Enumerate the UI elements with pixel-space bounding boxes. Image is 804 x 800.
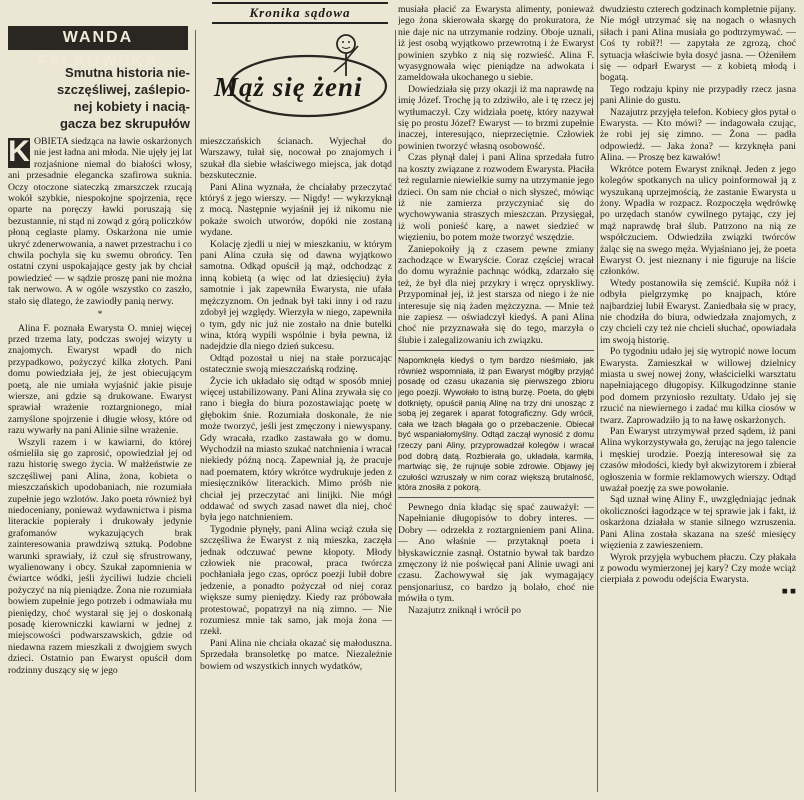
subtitle-line: Smutna historia nie- — [65, 65, 190, 80]
column-2-body — [200, 136, 392, 672]
boxed-note: Napomknęła kiedyś o tym bardzo nieśmiało, jak również wspomniała, iż pan Ewaryst mógłby przyjąć posadę od czasu ukazania się pierwszego zbioru jego poezji. Wywołało to istną burzę. Poeta, do głębi dotknięty, opuścił panią Alinę na trzy dni unosząc z sobą jej zegarek i aparat fotograficzny. Gdy wrócił, cała we łzach błagała go o przebaczenie. Obiecał być wspaniałomyślny. Odtąd zaczął wynosić z domu rzeczy pani Aliny, przyprowadzał kolegów i wracał pod dobrą datą. Rozbierała go, układała, karmiła, martwiąc się, że rujnuje sobie zdrowie. Objawy jej czułości wzruszały w nim coraz większą brutalność, która znosiła z pokorą. — [398, 350, 594, 498]
paragraph: Wszyli razem i w kawiarni, do której ośmieliła się go zaprosić, opowiedział jej od razu historię swego życia. W małżeństwie ze szczęśliwej pani Alina, żona, kobieta o mieszczańskich upodobaniach, nie rozumiała zupełnie jego wzlotów. Jako poeta również był niedoceniany, ponieważ wydawnictwa i pisma literackie popierały i drukowały jedynie grafomanów wykazujących brak zainteresowania prawdziwą sztuką. Podobne warunki sprawiały, iż czuł się sfrustrowany, wyalienowany i obcy. Szukał zapomnienia w ćwiartce wódki, jeśli życiliwi ludzie chcieli pożyczyć na nią pieniądze. Żona nie rozumiała bowiem zupełnie jego potrzeb i odmawiała mu pieniędzy, choć wystarał się jej o doskonałą posadę kierowniczki kawiarni w jednej z miejscowości podwarszawskich, gdzie od niedawna razem mieszkali z dwojgiem swych dzieci. Ostatnio pan Ewaryst opuścił dom rodzinny duszący się w jego — [8, 436, 192, 676]
column-rule — [195, 30, 196, 792]
subtitle-line: gacza bez skrupułów — [59, 116, 190, 131]
paragraph: Sąd uznał winę Aliny F., uwzględniając jednak okoliczności łagodzące w tej sprawie jak i fakt, iż oskarżona działała w stanie silnego wzruszenia. Pani Alina została skazana na sześć miesięcy więzienia z zawieszeniem. — [600, 494, 796, 552]
paragraph: Nazajutrz przyjęła telefon. Kobiecy głos pytał o Ewarysta. — Kto mówi? — indagowała czując, że robi jej się zimno. — Żona — padła odpowiedź. — Jaka żona? — krzyknęła pani Alina. — Proszę bez kawałów! — [600, 106, 796, 164]
article-column-4 — [600, 4, 796, 796]
paragraph — [8, 136, 192, 307]
paragraph: Pani Alina wyznała, że chciałaby przeczytać któryś z jego wierszy. — Nigdy! — wykrzyknął z mocą. Następnie wyjaśnił jej iż nikomu nie pokaże swoich utworów, dopóki nie zostaną wydane. — [200, 181, 392, 239]
drop-cap: K — [8, 135, 30, 168]
paragraph: Po tygodniu udało jej się wytropić nowe locum Ewarysta. Zamieszkał w willowej dzielnicy miasta u swej nowej żony, właścicielki warsztatu napełniającego długopisy. Kilkugodzinne stanie pod domem przyniosło rezultaty. Udało jej się rzucić na niewiernego i zadać mu kilka ciosów w twarz. Zaprowadziło ją to na ławę oskarżonych. — [600, 346, 796, 426]
paragraph: Czas płynął dalej i pani Alina sprzedała futro na koszty związane z rozwodem Ewarysta. Płaciła też regularnie niewielkie sumy na utrzymanie jego dzieci. On sam nie chciał o nich słyszeć, mówiąc iż nie zamierza przyczyniać się do wychowywania straszych mieszczan. Przysięgał, iż woli ponieść karę, a nawet siedzieć w więzieniu, bo potem może tworzyć wszędzie. — [398, 152, 594, 244]
paragraph: Pan Ewaryst utrzymywał przed sądem, iż pani Alina wykorzystywała go, żerując na jego talencie i męskiej urodzie. Poezją interesował się za czasów młodości, kiedy był akwizytorem i zbierał ogłoszenia w formie reklamowych wierszy. Odtąd uważał poezję za swe powołanie. — [600, 426, 796, 495]
column-1-body — [8, 136, 192, 676]
paragraph: dwudziestu czterech godzinach kompletnie pijany. Nie mógł utrzymać się na nogach o własnych siłach i pani Alina musiała go podtrzymywać. — Coś ty robił?! — zapytała ze zgrozą, choć sytuacja właściwie była dosyć jasna. — Ożeniłem się — odparł Ewaryst — z kobietą młodą i bogatą. — [600, 4, 796, 84]
subtitle-line: szczęśliwej, zaślepio- — [57, 82, 190, 97]
section-divider: * — [97, 309, 103, 321]
column-rule — [597, 30, 598, 792]
column-rule — [395, 30, 396, 792]
paragraph: musiała płacić za Ewarysta alimenty, ponieważ jego żona skierowała skargę do prokuratora, że nie daje nic na utrzymanie rodziny. Oboje uznali, iż jest osobą wyjątkowo przewrotną i że Ewaryst powinien szybko z nią się rozwieść. Alina F. wyasygnowała więc pieniądze na adwokata i zameldowała ukochanego u siebie. — [398, 4, 594, 84]
lead-paragraph-text: OBIETA siedząca na ławie oskarżonych nie jest ładna ani młoda. Nie ujęły jej lat rozjaśnione niemal do białości włosy, ani przesadnie elegancka szafirowa suknia. Oczy otoczone siateczką zmarszczek rzucają wokół szybkie, niespokojne spojrzenia, ręce oparte na poręczy ławki poruszają się bezustannie, ni stąd ni zowąd z górą policzków płoną ceglaste plamy. Oskarżona nie umie ukryć zdenerwowania, a nawet przestrachu i co chwila pochyla się ku swemu obrońcy. Ten ostatni czyni uspokajające gesty jak by chciał powiedzieć — w sądzie proszę pani nie można tak nerwowo. A w ogóle wszystko co zaszło, stało się dlatego, że zawiodły panią nerwy. — [8, 136, 192, 307]
paragraph: Wyrok przyjęła wybuchem płaczu. Czy płakała z powodu wymierzonej jej kary? Czy może wciąż cierpiała z powodu odejścia Ewarysta. — [600, 551, 796, 586]
paragraph: Wtedy postanowiła się zemścić. Kupiła nóż i odbyła pielgrzymkę po knajpach, które najbardziej lubił Ewaryst. Zaniedbała się w pracy, nie chodziła do biura, odwiedzała znajomych, z czy chcieli czy też nie chcieli słuchać, opowiadała im swoją historię. — [600, 277, 796, 346]
article-column-2 — [200, 4, 392, 796]
paragraph: Nazajutrz zniknął i wrócił po — [408, 604, 521, 616]
paragraph: Wkrótce potem Ewaryst zniknął. Jeden z jego kolegów spotkanych na ulicy poinformował ją z wyszukaną uprzejmością, że zastanie Ewarysta u żony. Wpadła w rozpacz. Rozpoczęła wędrówkę po urzędach stanów cywilnego pytając, czy jej mąż naprawdę brał ślub. Patrzono na nią ze współczuciem. Odwiedziła związki twórców żaląc się na swego męża. Wyjaśniano jej, że poeta Ewaryst O. jest nieznany i nie figuruje na liście członków. — [600, 163, 796, 278]
article-title: Mąż się żeni — [214, 72, 363, 102]
paragraph: Odtąd pozostał u niej na stałe porzucając ostatecznie swoją mieszczańską rodzinę. — [200, 352, 392, 376]
paragraph: Zaniepokoiły ją z czasem pewne zmiany zachodzące w Ewaryście. Coraz częściej wracał do domu wyraźnie pachnąc wódką, zdarzało się też, że był dla niej przykry i wręcz opryskliwy. Przypominał jej, iż jest starsza od niego i że nie interesuje się nią żaden mężczyzna. — Mnie też nie zapiesz — oświadczył kiedyś. A pani Alina choć nie przyznawała się do tego, marzyła o ślubie i zalegalizowaniu ich związku. — [398, 243, 594, 346]
article-column-1 — [8, 4, 192, 796]
paragraph: Alina F. poznała Ewarysta O. mniej więcej przed trzema laty, podczas swojej wizyty u znajomych. Ewaryst wpadł do nich przypadkowo, pożyczyć kilka złotych. Pani domu powiedziała jej, że jest obiecującym poetą, ale nie umiała wyjaśnić jakie pisuje wiersze, ani gdzie są drukowane. Ewaryst sprawiał wrażenie roztargnionego, miał zamyślone spojrzenie i długie włosy, które od razu wywarły na pani Alinie silne wrażenie. — [8, 322, 192, 437]
section-header: Kronika sądowa — [212, 2, 388, 24]
paragraph: Życie ich układało się odtąd w sposób mniej więcej ustabilizowany. Pani Alina zrywała się co rano i biegła do biura pozostawiając poetę w głębokim śnie. Rozumiała doskonale, że nie może tworzyć, jeśli jest zmęczony i niewyspany. Gdy wracała, rzadko zastawała go w domu. Wychodził na miasto szukać natchnienia i wracał niekiedy późną nocą. Zapewniał ją, że pracuje nad poematem, który wkrótce wydrukuje jeden z miesięczników literackich. Mimo próśb nie chciał jej przeczytać ani linijki. Nie mógł oddawać od swych zasad nawet dla niej, choć była jego natchnieniem. — [200, 375, 392, 524]
subtitle-line: nej kobiety i nacią- — [73, 99, 190, 114]
paragraph: Tego rodzaju kpiny nie przypadły rzecz jasna pani Alinie do gustu. — [600, 83, 796, 107]
author-banner: WANDA FALKOWSKA — [8, 26, 188, 50]
end-mark: ■ ■ — [781, 585, 796, 597]
paragraph: Tygodnie płynęły, pani Alina wciąż czuła się szczęśliwa że Ewaryst z nią mieszka, zaczęła jednak odczuwać pewne kłopoty. Młody człowiek nie pracował, praca twórcza pochłaniała jego czas, oprócz poezji lubił dobre jedzenie, a ponadto pożyczał od niej coraz większe sumy pieniędzy. Kiedy raz próbowała protestować, popatrzył na nią zimno. — Nie rozumiesz mnie tak samo, jak moja żona — rzekł. — [200, 523, 392, 638]
paragraph: mieszczańskich ścianach. Wyjechał do Warszawy, tułał się, nocował po znajomych i szukał dla siebie właściwego miejsca, jak dotąd bezskutecznie. — [200, 136, 392, 182]
paragraph: Pani Alina nie chciała okazać się małoduszna. Sprzedała bransoletkę po matce. Niezależnie bowiem od wszystkich innych wydatków, — [200, 637, 392, 672]
paragraph: Dowiedziała się przy okazji iż ma naprawdę na imię Józef. Trochę ją to zdziwiło, ale i tę rzecz jej wytłumaczył. Czy widziała poetę, który nazywał się po prostu Józef? Ewaryst — to brzmi zupełnie inaczej, interesująco, nieprzeciętnie. Człowiek powinien tworzyć własną osobowość. — [398, 83, 594, 152]
paragraph: Kolację zjedli u niej w mieszkaniu, w którym pani Alina czuła się od dawna wyjątkowo samotna. Odkąd opuścił ją mąż, odchodząc z inną kobietą (a więc od lat dziesięciu) żyła samotnie i jak zapewniła Ewarysta, nie ufała mężczyznom. On jednak był taki inny i od razu zdobył jej względy. Wierzyła w niego, zapewniła o tym, gdy nic już nie zostało na dnie butelki wina, którą wypili wspólnie i była pewna, iż nadejdzie dla niego dzień sukcesu. — [200, 238, 392, 353]
article-column-3 — [398, 4, 594, 796]
paragraph: Pewnego dnia kładąc się spać zauważył: — Napełnianie długopisów to dobry interes. — Dobry — odrzekła z roztargnieniem pani Alina. — Ano właśnie — przytaknął poeta i błyskawicznie zasnął. Ostatnio bywał tak bardzo zmęczony iż nie poświęcał pani Alinie uwagi ani czasu. Zachowywał się jak wymagający pensjonariusz, co bardzo ją bolało, choć nie mówiła o tym. — [398, 501, 594, 605]
